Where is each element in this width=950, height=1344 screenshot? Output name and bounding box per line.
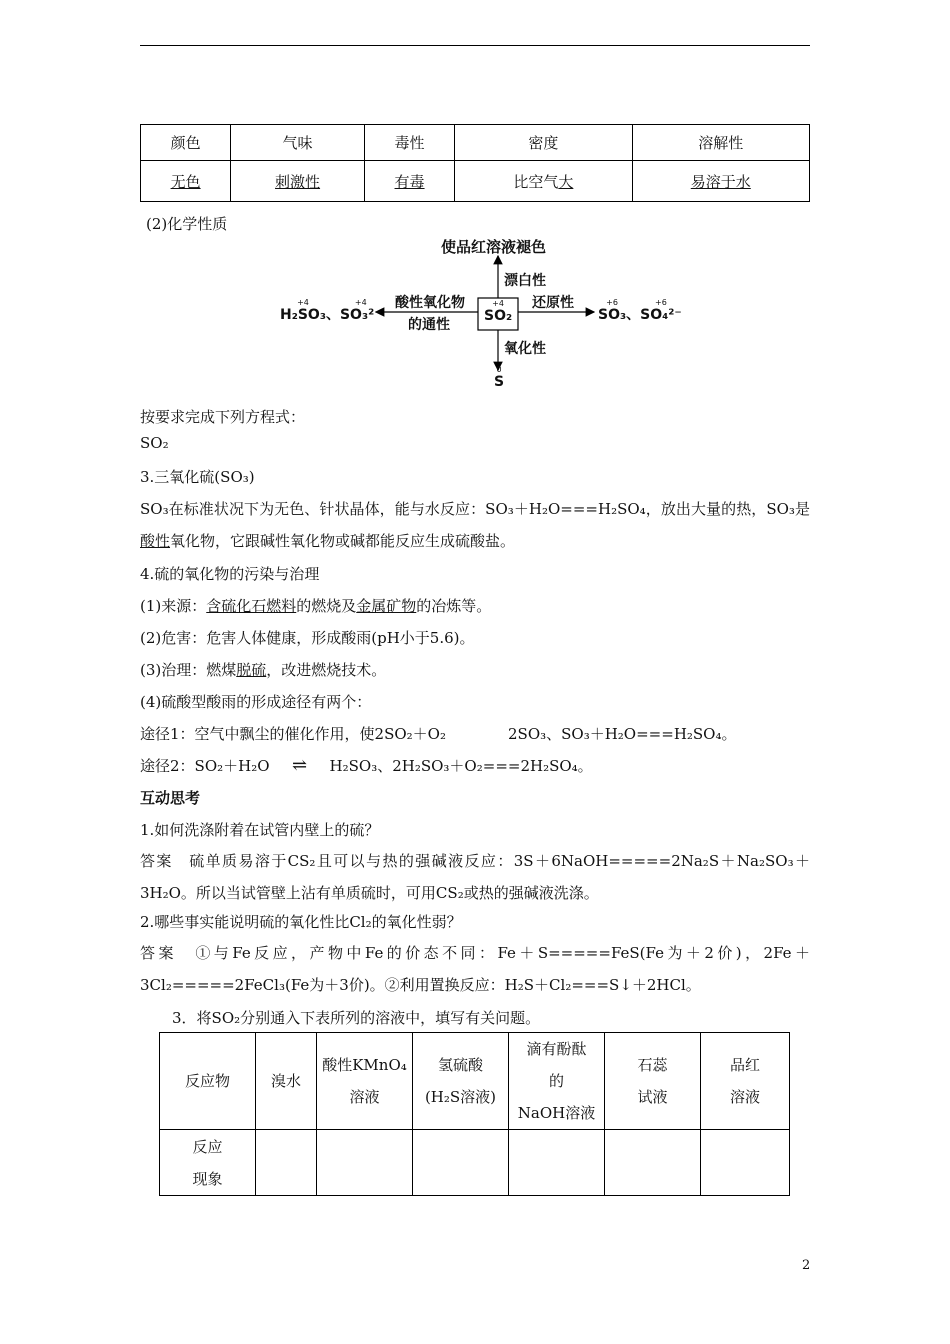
- answer-1: 答案 硫单质易溶于CS₂且可以与热的强碱液反应：3S＋6NaOH=====2Na₂S＋Na₂SO₃＋3H₂O。所以当试管壁上沾有单质硫时，可用CS₂或热的强碱液洗涤。: [140, 852, 810, 902]
- header-odor: 气味: [231, 125, 365, 161]
- pollution-harm: (2)危害：危害人体健康，形成酸雨(pH小于5.6)。: [140, 629, 475, 647]
- route-2: 途径2：SO₂＋H₂O ⇌ H₂SO₃、2H₂SO₃＋O₂===2H₂SO₄。: [140, 755, 593, 776]
- cell-naoh: [509, 1130, 605, 1196]
- so3-heading: 3.三氧化硫(SO₃): [140, 468, 255, 486]
- col-bromine-water: 溴水: [256, 1033, 317, 1130]
- reversible-arrow: ⇌: [291, 755, 308, 776]
- header-color: 颜色: [141, 125, 231, 161]
- oxidizing-label: 氧化性: [504, 341, 546, 357]
- top-label: 使品红溶液褪色: [441, 238, 547, 256]
- bleaching-label: 漂白性: [504, 273, 546, 289]
- bottom-sulfur: 0 S: [494, 365, 505, 390]
- col-h2s: 氢硫酸 (H₂S溶液): [413, 1033, 509, 1130]
- cell-litmus: [605, 1130, 701, 1196]
- col-magenta: 品红 溶液: [701, 1033, 790, 1130]
- chem-heading: (2)化学性质: [146, 215, 228, 233]
- cell-h2s: [413, 1130, 509, 1196]
- question-3: 3．将SO₂分别通入下表所列的溶液中，填写有关问题。: [172, 1009, 541, 1027]
- phenomenon-label: 反应 现象: [160, 1130, 256, 1196]
- reaction-table: [159, 1032, 790, 1196]
- pollution-source: (1)来源：含硫化石燃料的燃烧及金属矿物的冶炼等。: [140, 597, 492, 615]
- header-toxicity: 毒性: [364, 125, 454, 161]
- cell-bromine-water: [256, 1130, 317, 1196]
- header-density: 密度: [455, 125, 632, 161]
- acid-oxide-label-2: 的通性: [408, 317, 450, 333]
- value-color: 无色: [141, 161, 231, 202]
- header-rule: [140, 45, 810, 46]
- right-products: +6 SO₃、 +6 SO₄²⁻: [598, 298, 682, 323]
- pollution-treatment: (3)治理：燃煤脱硫，改进燃烧技术。: [140, 661, 387, 679]
- cell-magenta: [701, 1130, 790, 1196]
- reactant-header: 反应物: [160, 1033, 256, 1130]
- route-1: 途径1：空气中飘尘的催化作用，使2SO₂＋O₂ 2SO₃、SO₃＋H₂O===H₂SO₄。: [140, 725, 737, 743]
- value-odor: 刺激性: [231, 161, 365, 202]
- question-1: 1.如何洗涤附着在试管内壁上的硫？: [140, 821, 380, 839]
- so2-property-diagram: [278, 236, 698, 396]
- reducing-label: 还原性: [532, 295, 574, 311]
- think-heading: 互动思考: [140, 789, 201, 807]
- answer-2: 答案 ①与Fe反应，产物中Fe的价态不同：Fe＋S=====FeS(Fe为＋2价)，2Fe＋3Cl₂=====2FeCl₃(Fe为＋3价)。②利用置换反应：H₂S＋Cl₂===S↓＋2HCl。: [140, 944, 810, 994]
- col-litmus: 石蕊 试液: [605, 1033, 701, 1130]
- acid-rain-routes: (4)硫酸型酸雨的形成途径有两个：: [140, 693, 372, 711]
- page-number: 2: [802, 1258, 811, 1273]
- left-products: +4 H₂SO₃、 +4 SO₃²⁻: [280, 298, 382, 323]
- so2-line: SO₂: [140, 434, 169, 452]
- value-density: 比空气大: [455, 161, 632, 202]
- center-so2: +4 SO₂: [484, 299, 513, 324]
- question-2: 2.哪些事实能说明硫的氧化性比Cl₂的氧化性弱？: [140, 913, 462, 931]
- pollution-heading: 4.硫的氧化物的污染与治理: [140, 565, 320, 583]
- task-line: 按要求完成下列方程式：: [140, 408, 306, 426]
- header-solubility: 溶解性: [632, 125, 809, 161]
- col-kmno4: 酸性KMnO₄ 溶液: [317, 1033, 413, 1130]
- value-solubility: 易溶于水: [632, 161, 809, 202]
- so3-paragraph: SO₃在标准状况下为无色、针状晶体，能与水反应：SO₃＋H₂O===H₂SO₄，放出大量的热，SO₃是酸性氧化物，它跟碱性氧化物或碱都能反应生成硫酸盐。: [140, 500, 810, 550]
- acid-oxide-label-1: 酸性氧化物: [395, 295, 465, 311]
- value-toxicity: 有毒: [364, 161, 454, 202]
- col-naoh-phenolphthalein: 滴有酚酞 的 NaOH溶液: [509, 1033, 605, 1130]
- physical-properties-table: [140, 124, 810, 202]
- cell-kmno4: [317, 1130, 413, 1196]
